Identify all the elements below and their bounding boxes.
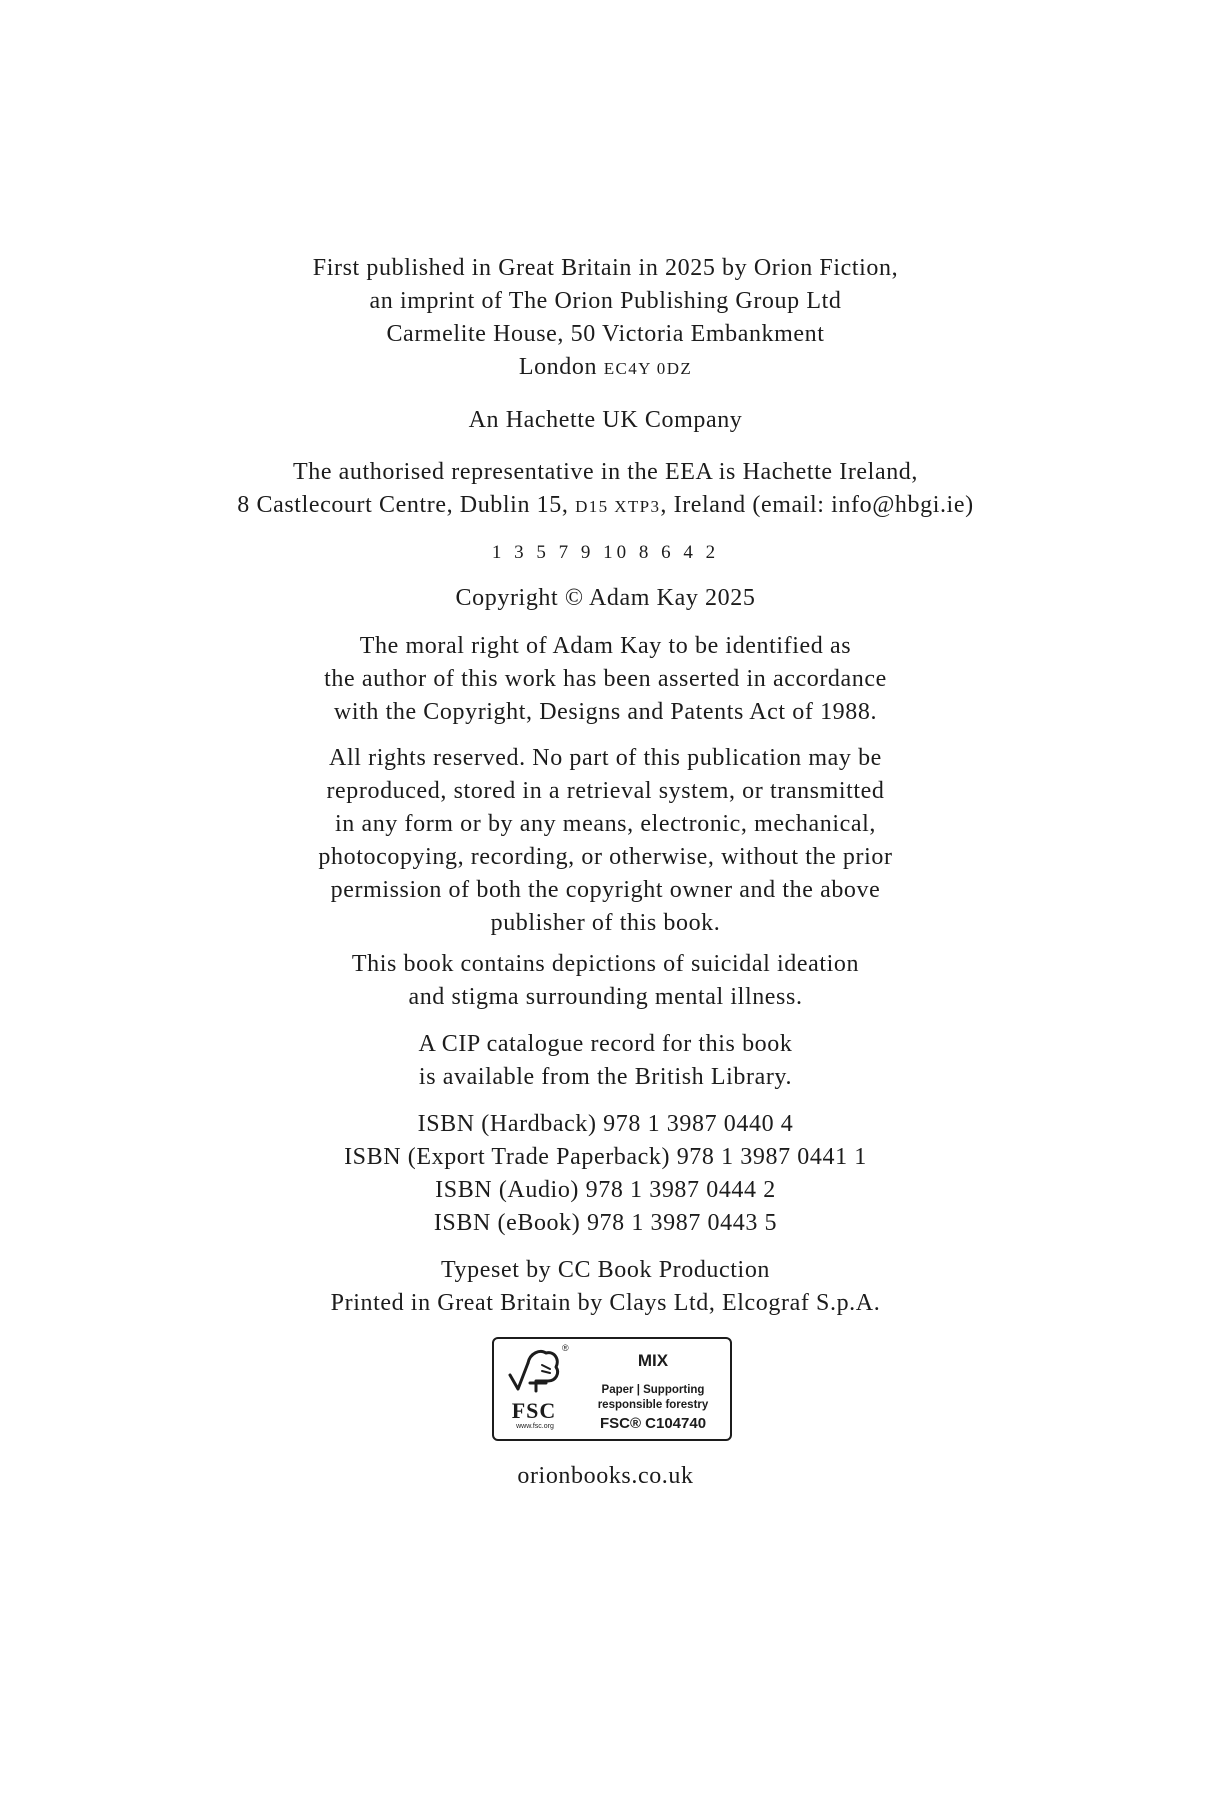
rights-line: All rights reserved. No part of this publication may be — [329, 745, 882, 771]
fsc-certification-badge — [492, 1337, 732, 1441]
isbn-line: ISBN (Hardback) 978 1 3987 0440 4 — [417, 1111, 794, 1137]
isbn-line: ISBN (Export Trade Paperback) 978 1 3987 0441 1 — [344, 1144, 867, 1170]
cip-line: is available from the British Library. — [418, 1064, 793, 1090]
website-link[interactable]: orionbooks.co.uk — [517, 1463, 694, 1489]
rights-reserved — [0, 742, 1211, 940]
fsc-label-area — [578, 1339, 728, 1439]
production-credits — [0, 1254, 1211, 1320]
moral-rights — [0, 630, 1211, 729]
representative-postcode: D15 XTP3 — [575, 497, 661, 516]
rights-line: in any form or by any means, electronic, mechanical, — [334, 811, 876, 837]
rights-line: permission of both the copyright owner and the above — [330, 877, 881, 903]
content-note-line: and stigma surrounding mental illness. — [408, 984, 803, 1010]
publication-line: Carmelite House, 50 Victoria Embankment — [386, 321, 825, 347]
copyright-line: Copyright © Adam Kay 2025 — [455, 585, 756, 611]
company-line: An Hachette UK Company — [468, 407, 743, 433]
cip-record — [0, 1028, 1211, 1094]
representative-address-line — [0, 489, 1211, 523]
content-note — [0, 948, 1211, 1014]
rights-line: photocopying, recording, or otherwise, without the prior — [318, 844, 893, 870]
printing-line — [0, 536, 1211, 569]
isbn-list — [0, 1108, 1211, 1240]
fsc-logo-area — [494, 1339, 576, 1439]
website — [0, 1460, 1211, 1493]
moral-rights-line: with the Copyright, Designs and Patents Act of 1988. — [333, 699, 878, 725]
copyright-notice — [0, 582, 1211, 615]
representative-address-end: , Ireland (email: info@hbgi.ie) — [660, 492, 974, 518]
publication-info — [0, 252, 1211, 385]
isbn-line: ISBN (Audio) 978 1 3987 0444 2 — [435, 1177, 776, 1203]
publication-city: London — [518, 354, 598, 380]
impression-numbers: 1 3 5 7 9 10 8 6 4 2 — [491, 542, 720, 563]
production-line: Printed in Great Britain by Clays Ltd, Elcograf S.p.A. — [330, 1290, 881, 1316]
publication-postcode: EC4Y 0DZ — [603, 359, 693, 378]
publication-line: an imprint of The Orion Publishing Group Ltd — [369, 288, 842, 314]
rights-line: reproduced, stored in a retrieval system, or transmitted — [326, 778, 885, 804]
publication-address-city-line — [0, 351, 1211, 385]
representative-address-start: 8 Castlecourt Centre, Dublin 15, — [237, 492, 569, 518]
fsc-mix-label: MIX — [637, 1351, 669, 1370]
fsc-description — [578, 1383, 728, 1413]
representative-info — [0, 456, 1211, 523]
fsc-url: www.fsc.org — [516, 1423, 554, 1430]
cip-line: A CIP catalogue record for this book — [418, 1031, 793, 1057]
fsc-description-line: responsible forestry — [597, 1399, 709, 1411]
content-note-line: This book contains depictions of suicidal ideation — [351, 951, 860, 977]
fsc-license-code: FSC® C104740 — [599, 1415, 707, 1432]
fsc-tree-icon — [506, 1345, 564, 1399]
fsc-description-line: Paper | Supporting — [601, 1384, 705, 1396]
fsc-registered-mark: ® — [562, 1343, 569, 1353]
company-info — [0, 404, 1211, 437]
representative-line: The authorised representative in the EEA is Hachette Ireland, — [292, 459, 919, 485]
moral-rights-line: The moral right of Adam Kay to be identified as — [359, 633, 852, 659]
publication-line: First published in Great Britain in 2025 by Orion Fiction, — [312, 255, 899, 281]
isbn-line: ISBN (eBook) 978 1 3987 0443 5 — [433, 1210, 778, 1236]
rights-line: publisher of this book. — [490, 910, 721, 936]
fsc-logo-text: FSC — [511, 1398, 557, 1423]
production-line: Typeset by CC Book Production — [440, 1257, 771, 1283]
moral-rights-line: the author of this work has been asserted in accordance — [324, 666, 887, 692]
